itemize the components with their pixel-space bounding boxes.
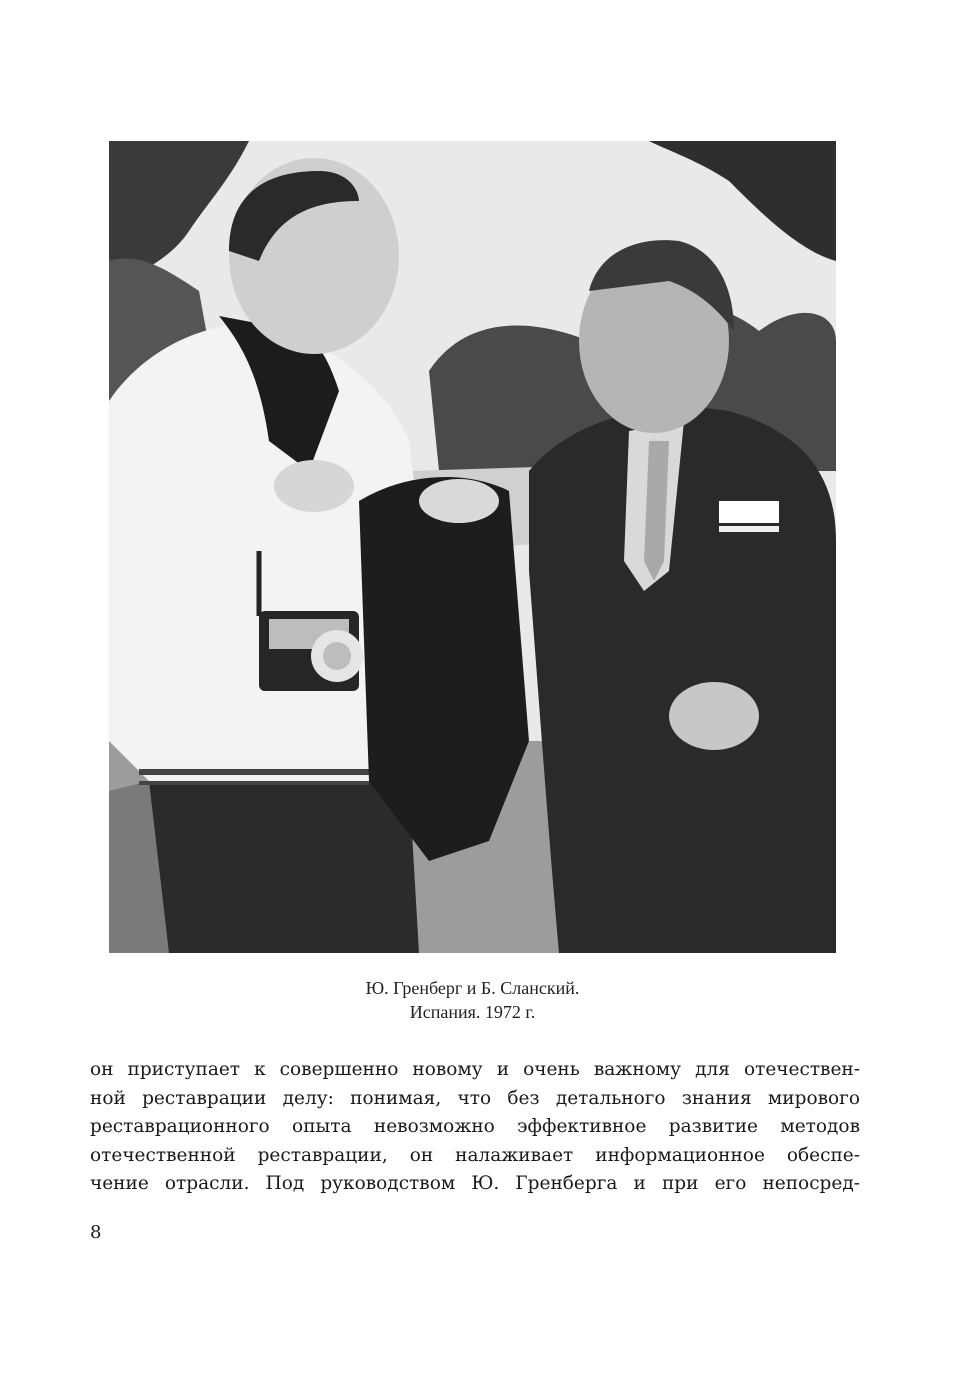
photograph [109, 141, 836, 953]
caption-line-2: Испания. 1972 г. [409, 1002, 536, 1022]
photo-caption [109, 976, 836, 1024]
body-paragraph [90, 1056, 860, 1199]
caption-line-1: Ю. Гренберг и Б. Сланский. [365, 978, 580, 998]
body-line: он приступает к совершенно новому и очень важному для отечествен- [90, 1059, 860, 1080]
photo-illustration [109, 141, 836, 953]
page-number: 8 [90, 1222, 102, 1243]
body-line: ной реставрации делу: понимая, что без детального знания мирового [90, 1087, 860, 1109]
body-line: отечественной реставрации, он налаживает информационное обеспе- [90, 1144, 860, 1166]
body-line: чение отрасли. Под руководством Ю. Гренберга и при его непосред- [90, 1173, 860, 1195]
body-line: реставрационного опыта невозможно эффективное развитие методов [90, 1116, 860, 1138]
